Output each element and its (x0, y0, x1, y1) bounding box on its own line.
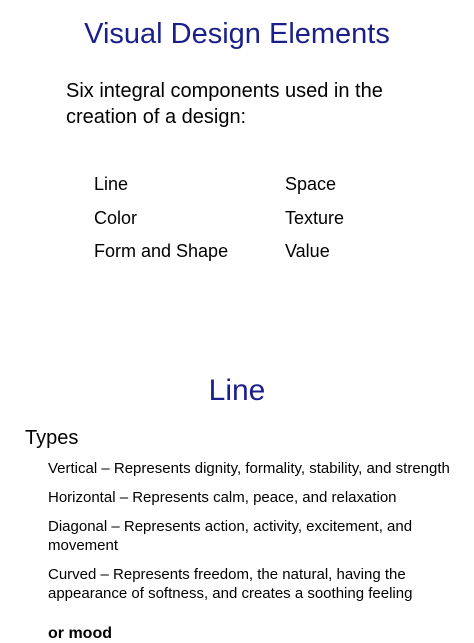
cut-off-text: or mood (48, 625, 112, 642)
element-item-line: Line (94, 174, 129, 194)
element-item-value: Value (285, 241, 330, 261)
slide-visual-design-elements (0, 0, 474, 316)
design-elements-list (94, 171, 394, 272)
element-item-color: Color (94, 207, 138, 228)
slide-title: Visual Design Elements (84, 18, 390, 50)
element-item-form-and-shape: Form and Shape (94, 241, 229, 261)
element-item-space: Space (285, 174, 337, 194)
list-item-diagonal: Diagonal – Represents action, activity, excitement, and movement (48, 518, 413, 554)
slide-title: Line (208, 374, 266, 407)
line-types-list (48, 459, 458, 613)
slide-line (0, 316, 474, 642)
list-item-curved: Curved – Represents freedom, the natural, having the appearance of softness, and creates a soothing feeling (48, 566, 413, 602)
list-item-horizontal: Horizontal – Represents calm, peace, and relaxation (48, 489, 397, 506)
list-item-vertical: Vertical – Represents dignity, formality, stability, and strength (48, 460, 450, 477)
slide-intro-text: Six integral components used in the creation of a design: (66, 80, 383, 128)
element-item-texture: Texture (285, 207, 345, 228)
types-heading: Types (25, 427, 79, 449)
